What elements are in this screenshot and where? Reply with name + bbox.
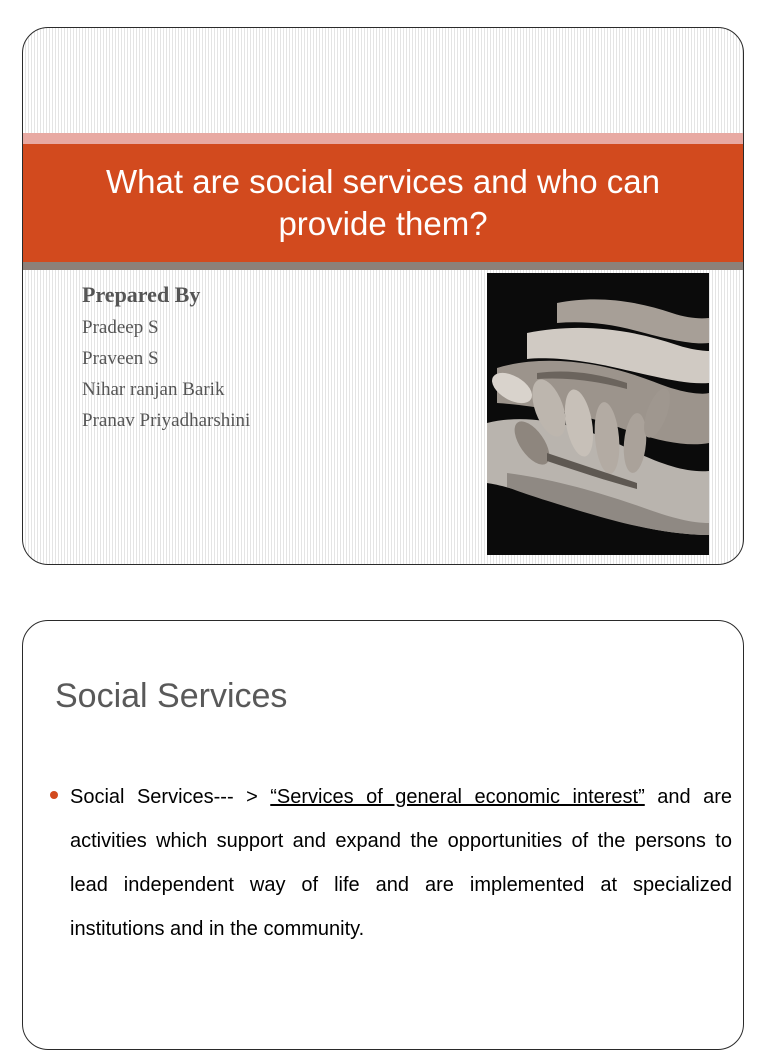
author-name: Nihar ranjan Barik [82,379,225,400]
title-band [23,144,743,262]
bullet-underlined-phrase: “Services of general economic interest” [270,786,645,808]
slide-title [22,27,744,565]
bullet-rest: and are activities which support and expand the opportunities of the persons to lead independent way of life and are implemented at specialized institutions and in the community. [70,786,732,940]
slide-social-services [22,620,744,1050]
section-title: Social Services [55,677,288,715]
author-name: Praveen S [82,348,159,369]
hands-illustration [487,273,709,555]
title-band-bottom-stripe [23,262,743,270]
bullet-dot-icon [50,791,58,799]
slide-title-text: What are social services and who can provide them? [106,163,660,242]
title-band-top-stripe [23,133,743,144]
bullet-text [70,775,732,951]
hands-photo [487,273,709,555]
bullet-item [50,775,732,951]
bullet-lead: Social Services--- > [70,786,271,808]
author-name: Pradeep S [82,317,159,338]
author-name: Pranav Priyadharshini [82,410,251,431]
authors-block [82,280,250,436]
prepared-by-heading: Prepared By [82,282,201,307]
